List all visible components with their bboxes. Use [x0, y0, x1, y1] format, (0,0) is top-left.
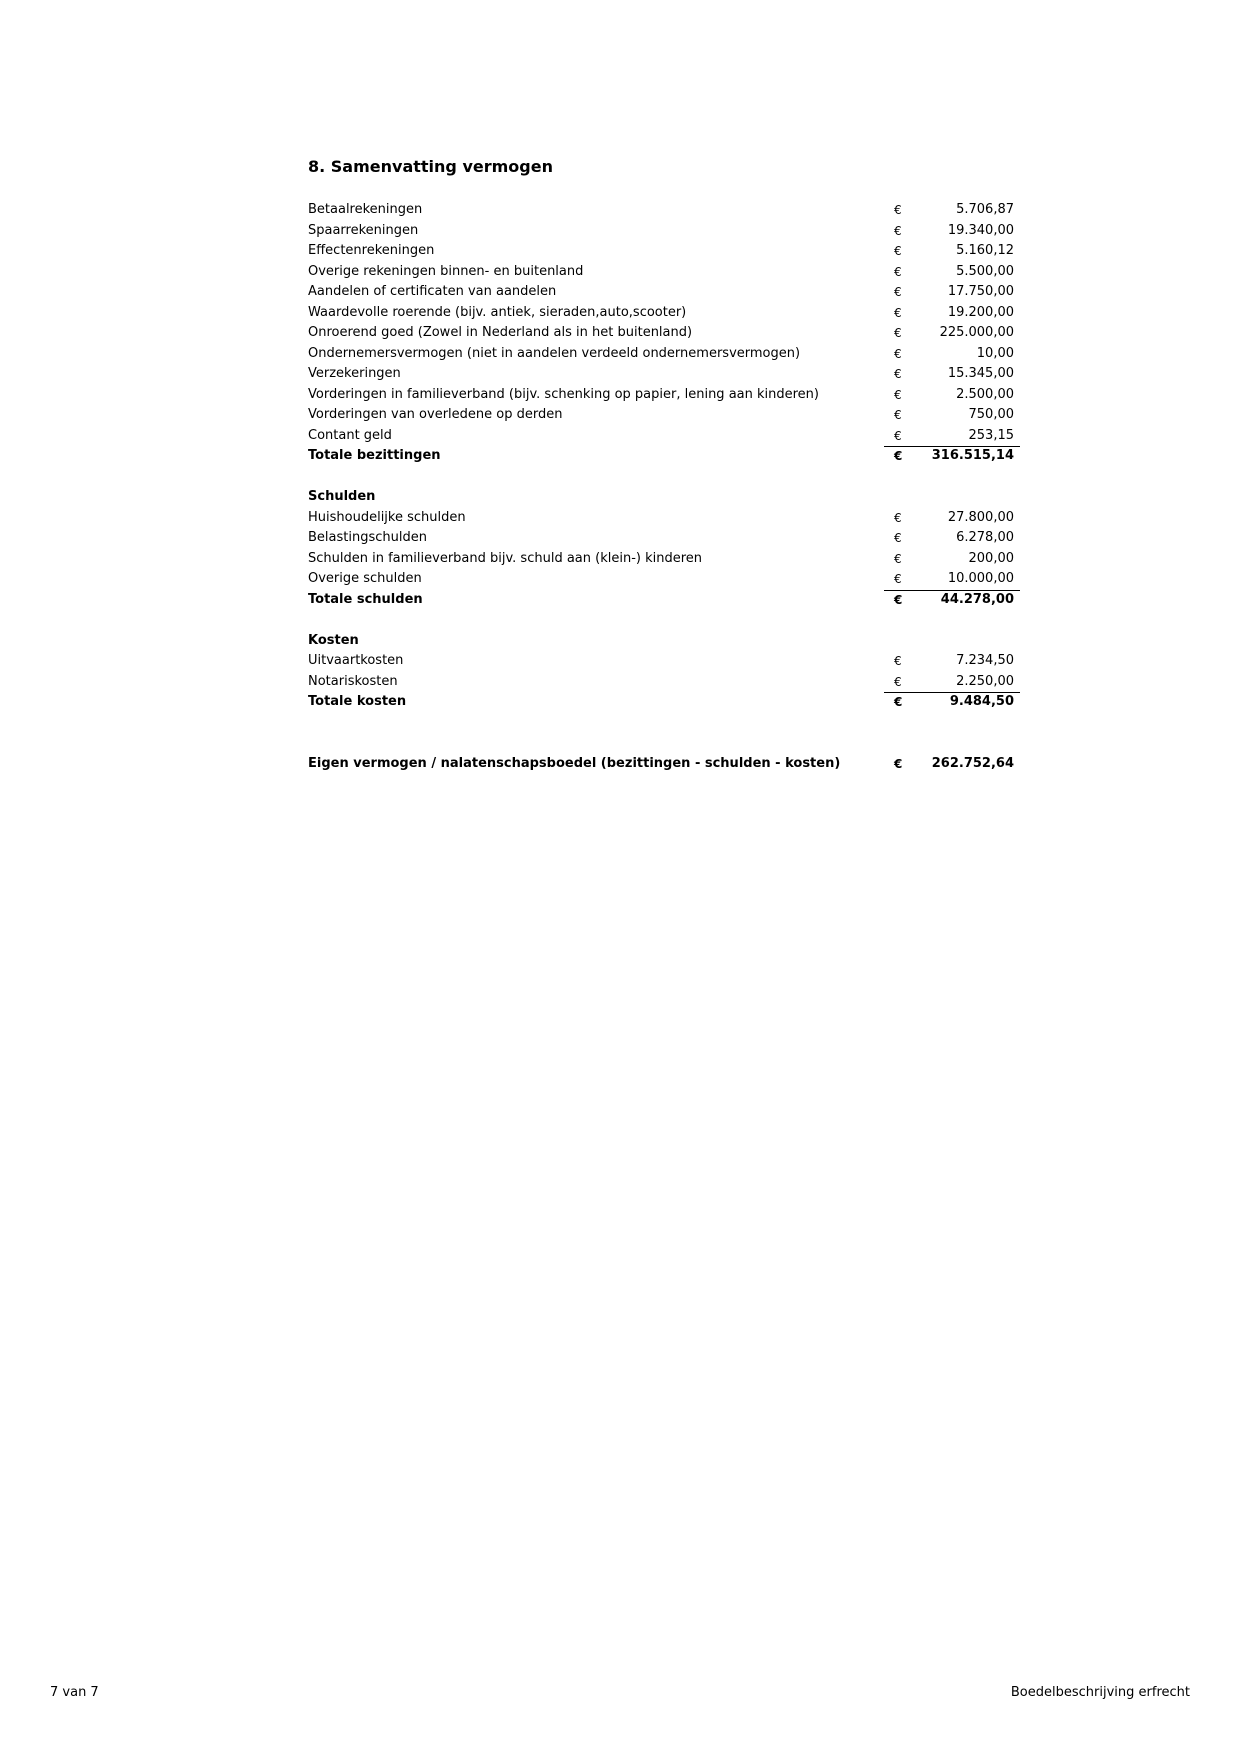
total-row-schulden [308, 590, 1020, 611]
row-value: 27.800,00 [947, 509, 1014, 525]
row-label: Spaarrekeningen [308, 222, 419, 238]
asset-row-overige-rekeningen [308, 262, 1020, 283]
section-spacer [308, 713, 1020, 754]
row-value: 200,00 [968, 550, 1014, 566]
currency-symbol: € [894, 428, 902, 443]
row-value: 19.200,00 [947, 304, 1014, 320]
section-heading-kosten [308, 631, 1020, 652]
page-title: 8. Samenvatting vermogen [308, 157, 553, 176]
asset-row-waardevolle-roerende [308, 303, 1020, 324]
debt-row-belastingschulden [308, 528, 1020, 549]
asset-row-betaalrekeningen [308, 200, 1020, 221]
currency-symbol: € [894, 203, 902, 217]
asset-row-onroerend-goed [308, 323, 1020, 344]
row-value: 2.250,00 [956, 673, 1014, 689]
row-label: Huishoudelijke schulden [308, 509, 466, 525]
debt-row-huishoudelijke-schulden [308, 508, 1020, 529]
row-value: 7.234,50 [956, 653, 1014, 668]
total-row-kosten [308, 692, 1020, 713]
currency-symbol: € [894, 305, 902, 320]
row-value: 6.278,00 [956, 530, 1014, 545]
currency-symbol: € [894, 695, 903, 709]
total-label: Totale schulden [308, 591, 423, 607]
document-title-footer: Boedelbeschrijving erfrecht [1010, 1685, 1190, 1700]
net-worth-row [308, 754, 1020, 775]
currency-symbol: € [894, 408, 902, 422]
section-spacer [308, 610, 1020, 631]
row-label: Belastingschulden [308, 530, 427, 545]
row-value: 2.500,00 [956, 386, 1014, 402]
row-label: Onroerend goed (Zowel in Nederland als in het buitenland) [308, 325, 693, 340]
section-heading-schulden [308, 487, 1020, 508]
asset-row-verzekeringen [308, 364, 1020, 385]
currency-symbol: € [894, 264, 902, 279]
row-value: 19.340,00 [947, 222, 1014, 238]
currency-symbol: € [894, 449, 903, 463]
row-label: Ondernemersvermogen (niet in aandelen verdeeld ondernemersvermogen) [308, 345, 801, 361]
row-label: Uitvaartkosten [308, 653, 404, 668]
row-label: Overige rekeningen binnen- en buitenland [308, 263, 584, 279]
page-number: 7 van 7 [50, 1685, 99, 1700]
currency-symbol: € [894, 654, 902, 668]
total-value: 9.484,50 [949, 694, 1014, 709]
net-worth-label: Eigen vermogen / nalatenschapsboedel (bezittingen - schulden - kosten) [308, 755, 841, 771]
cost-row-notariskosten [308, 672, 1020, 693]
row-label: Verzekeringen [308, 366, 401, 381]
row-value: 5.706,87 [956, 202, 1014, 217]
debt-row-overige-schulden [308, 569, 1020, 590]
asset-row-contant-geld [308, 426, 1020, 447]
asset-row-vorderingen-familieverband [308, 385, 1020, 406]
currency-symbol: € [894, 531, 902, 545]
row-value: 5.160,12 [956, 243, 1014, 258]
currency-symbol: € [894, 285, 902, 299]
section-heading-label: Kosten [308, 632, 359, 648]
cost-row-uitvaartkosten [308, 651, 1020, 672]
currency-symbol: € [894, 223, 902, 238]
row-label: Betaalrekeningen [308, 202, 423, 217]
row-value: 10,00 [976, 345, 1014, 361]
asset-row-vorderingen-derden [308, 405, 1020, 426]
asset-row-ondernemersvermogen [308, 344, 1020, 365]
asset-row-aandelen [308, 282, 1020, 303]
debt-row-familieverband [308, 549, 1020, 570]
row-label: Overige schulden [308, 571, 422, 586]
row-value: 225.000,00 [939, 325, 1014, 340]
currency-symbol: € [894, 346, 902, 361]
currency-symbol: € [894, 367, 902, 381]
row-value: 10.000,00 [947, 571, 1014, 586]
currency-symbol: € [894, 592, 903, 607]
section-heading-label: Schulden [308, 489, 376, 504]
row-value: 17.750,00 [947, 284, 1014, 299]
total-row-bezittingen [308, 446, 1020, 467]
row-label: Effectenrekeningen [308, 243, 435, 258]
total-value: 44.278,00 [940, 591, 1014, 607]
currency-symbol: € [894, 387, 902, 402]
net-worth-value: 262.752,64 [931, 755, 1014, 771]
row-label: Notariskosten [308, 673, 398, 689]
currency-symbol: € [894, 326, 902, 340]
asset-row-effectenrekeningen [308, 241, 1020, 262]
currency-symbol: € [894, 572, 902, 586]
total-label: Totale bezittingen [308, 448, 441, 463]
row-label: Vorderingen in familieverband (bijv. schenking op papier, lening aan kinderen) [308, 386, 819, 402]
section-spacer [308, 467, 1020, 488]
row-label: Waardevolle roerende (bijv. antiek, sieraden,auto,scooter) [308, 304, 687, 320]
currency-symbol: € [894, 674, 902, 689]
asset-row-spaarrekeningen [308, 221, 1020, 242]
total-value: 316.515,14 [931, 448, 1014, 463]
currency-symbol: € [894, 244, 902, 258]
row-value: 253,15 [968, 427, 1014, 443]
row-label: Vorderingen van overledene op derden [308, 407, 563, 422]
currency-symbol: € [894, 551, 902, 566]
row-label: Schulden in familieverband bijv. schuld aan (klein-) kinderen [308, 550, 703, 566]
row-label: Contant geld [308, 427, 392, 443]
row-value: 15.345,00 [947, 366, 1014, 381]
row-label: Aandelen of certificaten van aandelen [308, 284, 557, 299]
asset-summary-table [308, 200, 1020, 774]
total-label: Totale kosten [308, 694, 407, 709]
currency-symbol: € [894, 510, 902, 525]
row-value: 5.500,00 [956, 263, 1014, 279]
currency-symbol: € [894, 756, 903, 771]
row-value: 750,00 [968, 407, 1014, 422]
